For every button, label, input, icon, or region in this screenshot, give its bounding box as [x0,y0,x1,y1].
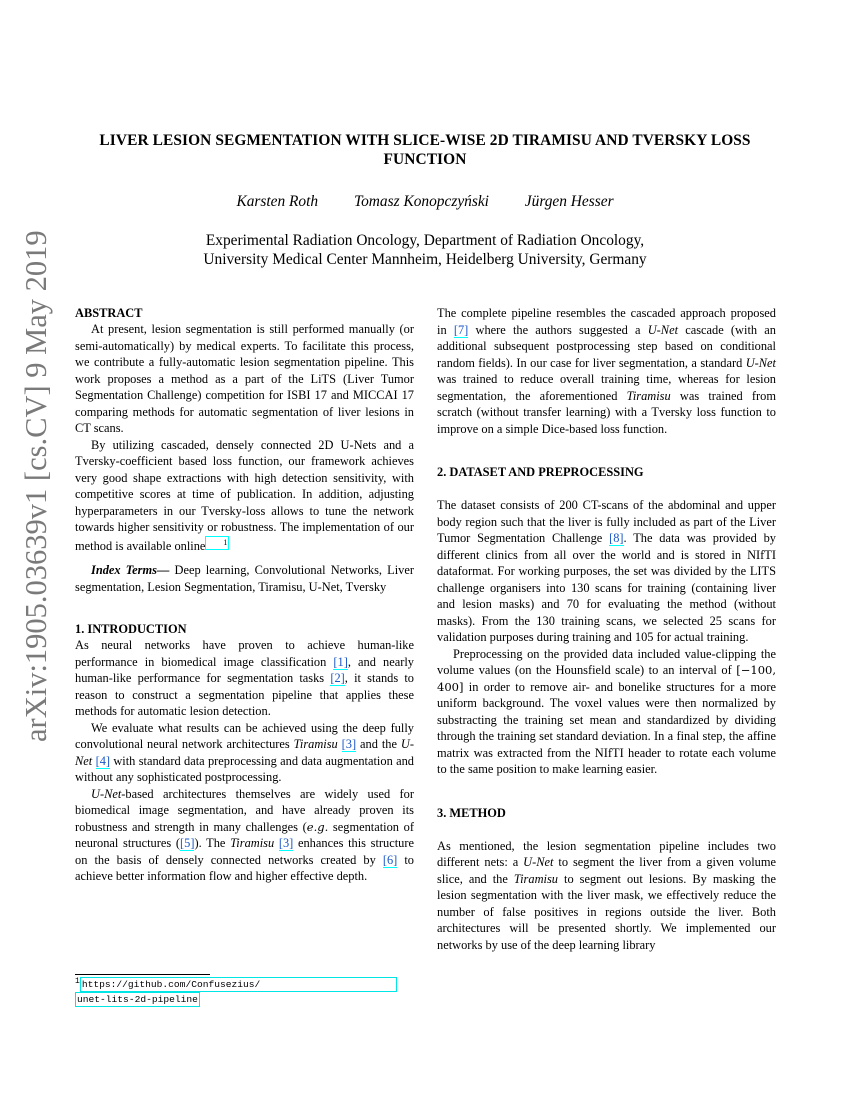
citation-link[interactable]: [5] [180,836,195,851]
affiliation [120,231,730,269]
term: U-Net [75,737,414,768]
intro-paragraph [75,637,414,720]
abstract-heading: ABSTRACT [75,306,143,320]
text: was trained from scratch (without transfer learning) with a Tversky loss function to improve on a simple Dice-based loss function. [437,388,776,436]
paper-title: LIVER LESION SEGMENTATION WITH SLICE-WISE 2D TIRAMISU AND TVERSKY LOSS FUNCTION [99,132,751,168]
text: , and nearly human-like performance for segmentation tasks [75,654,414,686]
abstract-text: By utilizing cascaded, densely connected 2D U-Nets and a Tversky-coefficient based loss function, our framework achieves very good shape extractions with high detection sensitivity, with competitive scores at time of publication. In addition, adjusting hyperparameters in our Tversky-loss allows to tune the network towards higher sensitivity or robustness. The implementation of our method is available online [75,437,414,553]
term: U-Net [523,855,554,869]
footnote-mark: 1 [75,976,80,986]
affiliation-line: University Medical Center Mannheim, Heidelberg University, Germany [203,251,647,268]
term: Tiramisu [230,836,275,851]
text: segmentation of neuronal structures [75,819,414,851]
text: to segment out lesions. By masking the lesion segmentation with the liver mask, we effectively reduce the number of false positives in regions outside the liver. Both architectures will be presented shortly. We implemented our networks by use of the deep learning library [437,871,776,952]
index-terms-label: Index Terms— [91,563,170,578]
intro-continued-paragraph [437,305,776,437]
footnote [75,977,415,1007]
math-interval: [−100, 400] [437,663,776,694]
text: As neural networks have proven to achieve human-like performance in biomedical image classification [75,638,414,669]
text: cascade (with an additional subsequent postprocessing step based on conditional random fields). In our case for liver segmentation, a standard [437,322,776,370]
author-list [150,192,700,211]
citation-link[interactable]: [6] [382,852,398,867]
term: Tiramisu [626,388,671,403]
text: e.g. [306,819,329,834]
text: was trained to reduce overall training time, whereas for lesion segmentation, the aforementioned [437,372,776,403]
term: Tiramisu [293,737,338,752]
term: U-Net [745,355,776,370]
author-name: Tomasz Konopczyński [353,193,489,210]
affiliation-line: Experimental Radiation Oncology, Department of Radiation Oncology, [205,232,645,249]
citation-link[interactable]: [8] [609,531,624,545]
citation-link[interactable]: [3] [278,836,294,851]
index-terms-text: Deep learning, Convolutional Networks, Liver segmentation, Lesion Segmentation, Tiramisu, U-Net, Tversky [75,563,414,594]
text: enhances this structure on the basis of densely connected networks created by [75,836,414,867]
dataset-paragraph [437,497,776,646]
section-heading-dataset: 2. DATASET AND PREPROCESSING [437,465,644,479]
arxiv-identifier: arXiv:1905.03639v1 [cs.CV] 9 May 2019 [19,230,53,742]
text: to segment the liver from a given volume slice, and the [437,855,776,886]
text: -based architectures themselves are widely used for biomedical image segmentation, and have already proven its robustness and strength in many challenges ( [75,786,414,834]
text: and the [356,737,401,752]
citation-link[interactable]: [2] [330,671,345,686]
right-column [437,305,776,953]
text: ). The [194,836,231,851]
footnote-url-line[interactable]: unet-lits-2d-pipeline [77,994,198,1005]
text: Preprocessing on the provided data included value-clipping the volume values (on the Hounsfield scale) to an interval of [437,646,776,677]
text: to achieve better information flow and higher effective depth. [75,852,414,884]
intro-paragraph: U-Net-based architectures themselves are widely used for biomedical image segmentation, and have already proven its robustness and strength in many challenges (e.g. segmentation of neuronal structures ([5]). The Tiramisu [3] enhances this structure on the basis of densely connected networks created by [6] to achieve better information flow and higher effective depth. [75,786,414,884]
author-name: Jürgen Hesser [524,193,614,210]
citation-link[interactable]: [4] [95,753,111,768]
term: Tiramisu [513,871,558,886]
dataset-paragraph [437,646,776,778]
text: The dataset consists of 200 CT-scans of the abdominal and upper body region such that the liver is fully included as part of the Liver Tumor Segmentation Challenge [437,498,776,545]
text: with standard data preprocessing and data augmentation and without any sophisticated postprocessing. [75,753,414,785]
author-name: Karsten Roth [236,193,319,210]
text: We evaluate what results can be achieved using the deep fully convolutional neural network architectures [75,720,414,752]
citation-link[interactable]: [7] [453,322,469,337]
footnote-link[interactable]: 1 [205,536,229,550]
section-heading-introduction: 1. INTRODUCTION [75,622,187,637]
abstract-paragraph: At present, lesion segmentation is still performed manually (or semi-automatically) by medical experts. To facilitate this process, we contribute a fully-automatic lesion segmentation pipeline. This work proposes a method as a part of the LiTS (Liver Tumor Segmentation Challenge) competition for ISBI 17 and MICCAI 17 comparing methods for automatic segmentation of liver lesions in CT scans. [75,322,414,435]
left-column [75,305,414,885]
citation-link[interactable]: [3] [341,737,357,752]
term: U-Net [91,786,122,801]
text: . The data was provided by different clinics from all over the world and is stored in NIfTI dataformat. For working purposes, the set was divided by the LITS challenge organisers into 130 scans for training (containing liver and lesion masks) and 70 for evaluating the method (without masks). From the 130 training scans, we selected 25 scans for validation purposes during training and 105 for actual training. [437,531,776,644]
abstract-paragraph [75,437,414,555]
section-heading-method: 3. METHOD [437,805,506,820]
footnote-url-line[interactable]: https://github.com/Confusezius/ [80,977,397,992]
index-terms [75,562,414,595]
text: where the authors suggested a [468,322,648,337]
text: , it stands to reason to construct a segmentation pipeline that applies these methods for automatic lesion detection. [75,671,414,719]
text: The complete pipeline resembles the cascaded approach proposed in [437,306,776,337]
term: U-Net [647,322,679,337]
citation-link[interactable]: [1] [333,654,348,669]
method-paragraph [437,838,776,954]
intro-paragraph [75,720,414,786]
text: in order to remove air- and bonelike structures for a more uniform background. The voxel values were then normalized by substracting the training set mean and standardized by dividing through the training set standard deviation. In a final step, the affine matrix was extracted from the NIfTI header to rotate each volume to the same position to make learning easier. [437,679,776,776]
footnote-rule [75,974,210,975]
text: As mentioned, the lesion segmentation pipeline includes two different nets: a [437,838,776,869]
